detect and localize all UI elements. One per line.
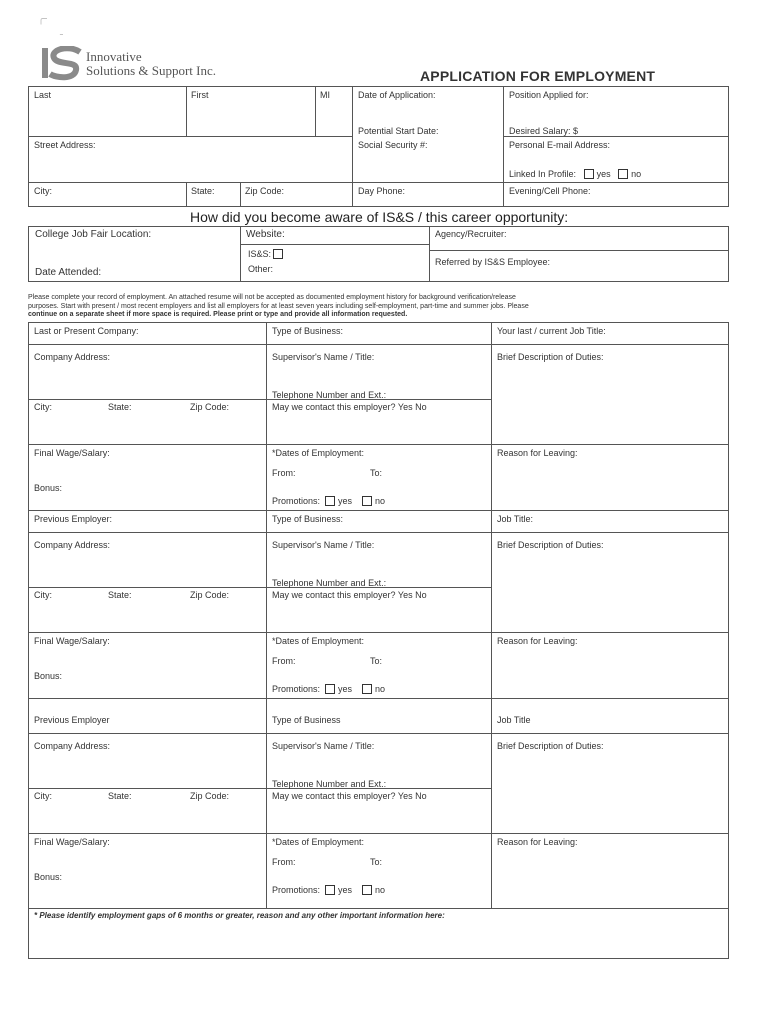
iss-label: IS&S:: [248, 249, 272, 259]
potential-start-label: Potential Start Date:: [358, 126, 439, 136]
promotions-yes-checkbox[interactable]: [325, 885, 335, 895]
from-label: From:: [272, 656, 296, 666]
state-label: State:: [191, 186, 215, 196]
referred-by-label: Referred by IS&S Employee:: [435, 257, 551, 267]
final-wage-label: Final Wage/Salary:: [34, 448, 110, 458]
bonus-label: Bonus:: [34, 483, 63, 493]
duties-label: Brief Description of Duties:: [497, 540, 604, 550]
employer-zip-label: Zip Code:: [190, 402, 230, 412]
promotions-no-checkbox[interactable]: [362, 496, 372, 506]
employer-state-label: State:: [108, 791, 132, 801]
job-title-label: Job Title: [497, 715, 531, 725]
college-job-fair-label: College Job Fair Location:: [35, 229, 152, 240]
promotions-yes-label: yes: [338, 684, 353, 694]
awareness-heading: How did you become aware of IS&S / this career opportunity:: [190, 209, 569, 225]
type-of-business-label: Type of Business: [272, 715, 341, 725]
promotions-row: [272, 684, 385, 695]
may-contact-label: May we contact this employer? Yes No: [272, 402, 427, 412]
website-label: Website:: [246, 229, 285, 240]
to-label: To:: [370, 857, 383, 867]
promotions-no-label: no: [375, 496, 386, 506]
promotions-label: Promotions:: [272, 684, 321, 694]
from-label: From:: [272, 857, 296, 867]
linkedin-yes-label: yes: [596, 169, 611, 179]
to-label: To:: [370, 656, 383, 666]
first-name-label: First: [191, 90, 209, 100]
company-logo: [40, 46, 84, 87]
iss-checkbox[interactable]: [273, 249, 283, 259]
city-label: City:: [34, 186, 52, 196]
scan-speck: ╭╴: [38, 14, 51, 25]
company-address-label: Company Address:: [34, 540, 111, 550]
duties-label: Brief Description of Duties:: [497, 741, 604, 751]
instructions-line2: purposes. Start with present / most recent employers and list all employers for at least seven years including self-employment, part-time and summer jobs. Please: [28, 302, 529, 310]
employer-city-label: City:: [34, 402, 52, 412]
job-title-label: Job Title:: [497, 514, 534, 524]
reason-for-leaving-label: Reason for Leaving:: [497, 636, 578, 646]
company-address-label: Company Address:: [34, 741, 111, 751]
desired-salary-label: Desired Salary: $: [509, 126, 579, 136]
company-address-label: Company Address:: [34, 352, 111, 362]
linkedin-no-checkbox[interactable]: [618, 169, 628, 179]
final-wage-label: Final Wage/Salary:: [34, 837, 110, 847]
company-label: Previous Employer:: [34, 514, 113, 524]
promotions-row: [272, 885, 385, 896]
duties-label: Brief Description of Duties:: [497, 352, 604, 362]
may-contact-label: May we contact this employer? Yes No: [272, 791, 427, 801]
instructions: [28, 294, 733, 320]
instructions-line1: Please complete your record of employment. An attached resume will not be accepted as documented employment history for background verification/release: [28, 294, 516, 301]
telephone-label: Telephone Number and Ext.:: [272, 390, 387, 400]
bonus-label: Bonus:: [34, 872, 63, 882]
promotions-yes-label: yes: [338, 885, 353, 895]
linkedin-profile-label: Linked In Profile:: [509, 169, 577, 179]
linkedin-yes-checkbox[interactable]: [584, 169, 594, 179]
employer-city-label: City:: [34, 791, 52, 801]
date-of-application-label: Date of Application:: [358, 90, 436, 100]
dates-of-employment-label: *Dates of Employment:: [272, 448, 365, 458]
promotions-no-label: no: [375, 885, 386, 895]
company-name-line1: Innovative: [86, 49, 142, 64]
employer-city-label: City:: [34, 590, 52, 600]
telephone-label: Telephone Number and Ext.:: [272, 578, 387, 588]
date-attended-label: Date Attended:: [35, 267, 102, 278]
social-security-label: Social Security #:: [358, 140, 428, 150]
instructions-line3: continue on a separate sheet if more space is required. Please print or type and provide all information requested.: [28, 311, 408, 318]
final-wage-label: Final Wage/Salary:: [34, 636, 110, 646]
last-name-label: Last: [34, 90, 52, 100]
employer-state-label: State:: [108, 590, 132, 600]
personal-email-label: Personal E-mail Address:: [509, 140, 611, 150]
promotions-label: Promotions:: [272, 496, 321, 506]
iss-logo-icon: [40, 46, 84, 82]
promotions-no-checkbox[interactable]: [362, 885, 372, 895]
other-label: Other:: [248, 264, 274, 274]
zip-code-label: Zip Code:: [245, 186, 285, 196]
reason-for-leaving-label: Reason for Leaving:: [497, 837, 578, 847]
position-applied-label: Position Applied for:: [509, 90, 589, 100]
company-name: [86, 50, 216, 78]
employer-zip-label: Zip Code:: [190, 590, 230, 600]
company-name-line2: Solutions & Support Inc.: [86, 63, 217, 78]
agency-recruiter-label: Agency/Recruiter:: [435, 229, 507, 239]
dates-of-employment-label: *Dates of Employment:: [272, 837, 365, 847]
promotions-yes-checkbox[interactable]: [325, 684, 335, 694]
promotions-row: [272, 496, 385, 507]
type-of-business-label: Type of Business:: [272, 514, 344, 524]
employer-state-label: State:: [108, 402, 132, 412]
job-title-label: Your last / current Job Title:: [497, 326, 606, 336]
company-label: Last or Present Company:: [34, 326, 139, 336]
bonus-label: Bonus:: [34, 671, 63, 681]
telephone-label: Telephone Number and Ext.:: [272, 779, 387, 789]
promotions-no-checkbox[interactable]: [362, 684, 372, 694]
linkedin-profile-row: [509, 169, 641, 180]
evening-phone-label: Evening/Cell Phone:: [509, 186, 591, 196]
gap-note-label: * Please identify employment gaps of 6 months or greater, reason and any other important information here:: [34, 911, 445, 920]
scan-speck: ╴: [60, 30, 67, 41]
may-contact-label: May we contact this employer? Yes No: [272, 590, 427, 600]
from-label: From:: [272, 468, 296, 478]
dates-of-employment-label: *Dates of Employment:: [272, 636, 365, 646]
supervisor-label: Supervisor's Name / Title:: [272, 352, 375, 362]
day-phone-label: Day Phone:: [358, 186, 406, 196]
supervisor-label: Supervisor's Name / Title:: [272, 741, 375, 751]
middle-initial-label: MI: [320, 90, 330, 100]
iss-website-row: [248, 249, 286, 260]
promotions-yes-label: yes: [338, 496, 353, 506]
promotions-label: Promotions:: [272, 885, 321, 895]
to-label: To:: [370, 468, 383, 478]
promotions-yes-checkbox[interactable]: [325, 496, 335, 506]
promotions-no-label: no: [375, 684, 386, 694]
type-of-business-label: Type of Business:: [272, 326, 344, 336]
linkedin-no-label: no: [631, 169, 642, 179]
form-title: APPLICATION FOR EMPLOYMENT: [420, 68, 656, 84]
supervisor-label: Supervisor's Name / Title:: [272, 540, 375, 550]
company-label: Previous Employer: [34, 715, 110, 725]
employer-zip-label: Zip Code:: [190, 791, 230, 801]
street-address-label: Street Address:: [34, 140, 96, 150]
reason-for-leaving-label: Reason for Leaving:: [497, 448, 578, 458]
